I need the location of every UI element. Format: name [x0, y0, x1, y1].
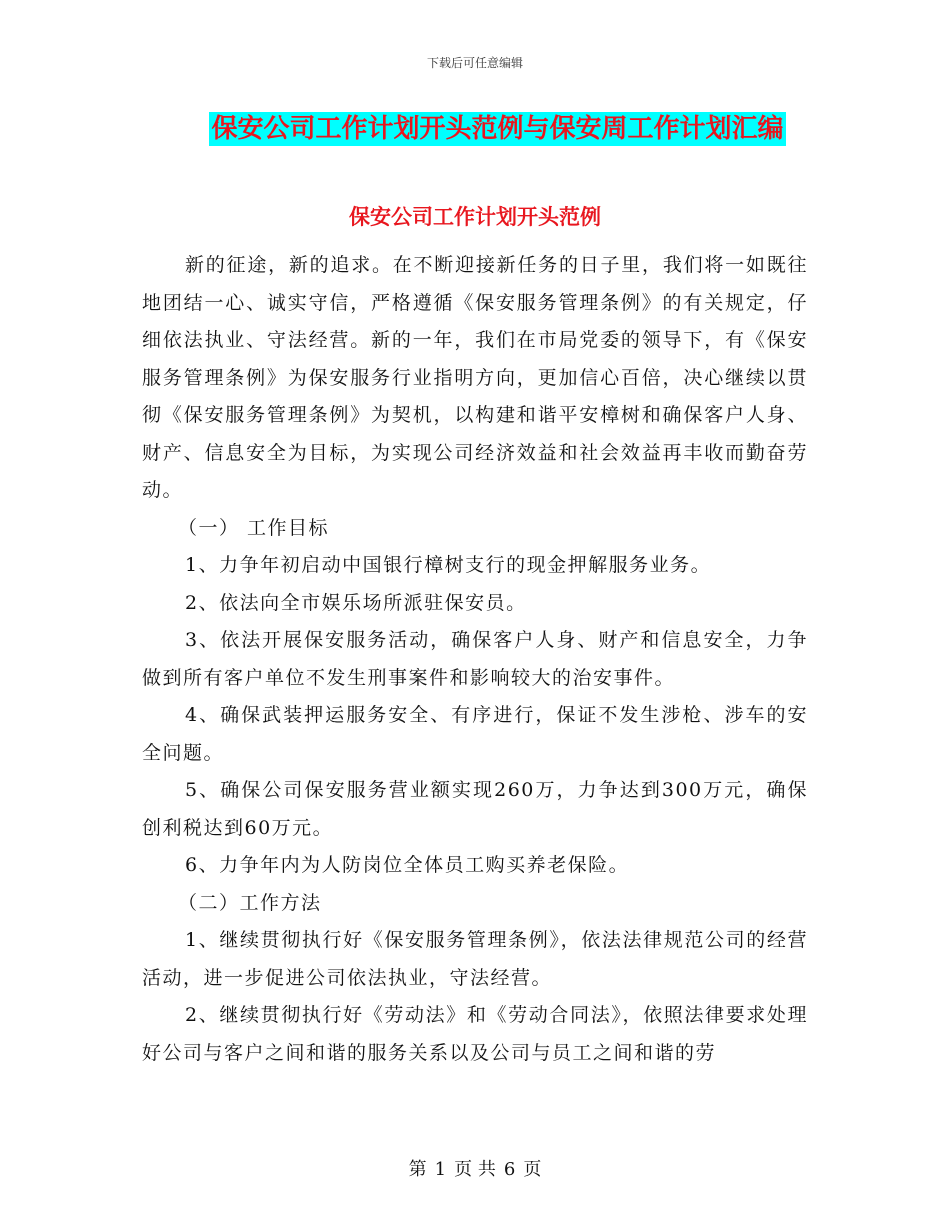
paragraph: 新的征途，新的追求。在不断迎接新任务的日子里，我们将一如既往地团结一心、诚实守信，严格遵循《保安服务管理条例》的有关规定，仔细依法执业、守法经营。新的一年，我们在市局党委的领导下，有《保安服务管理条例》为保安服务行业指明方向，更加信心百倍，决心继续以贯彻《保安服务管理条例》为契机，以构建和谐平安樟树和确保客户人身、财产、信息安全为目标，为实现公司经济效益和社会效益再丰收而勤奋劳动。 [142, 254, 808, 501]
list-item: 1、继续贯彻执行好《保安服务管理条例》，依法法律规范公司的经营活动，进一步促进公司依法执业，守法经营。 [142, 929, 808, 989]
current-page-number: 1 [434, 1159, 447, 1180]
list-item: 1、力争年初启动中国银行樟树支行的现金押解服务业务。 [185, 554, 712, 576]
section-heading-methods: （二）工作方法 [178, 891, 322, 914]
list-item: 6、力争年内为人防岗位全体员工购买养老保险。 [185, 854, 630, 876]
body-text [142, 247, 808, 1072]
list-item: 3、依法开展保安服务活动，确保客户人身、财产和信息安全，力争做到所有客户单位不发生刑事案件和影响较大的治安事件。 [142, 629, 808, 689]
list-item: 2、继续贯彻执行好《劳动法》和《劳动合同法》，依照法律要求处理好公司与客户之间和谐的服务关系以及公司与员工之间和谐的劳 [142, 1004, 808, 1064]
main-title-wrap [0, 112, 950, 146]
section-title: 保安公司工作计划开头范例 [349, 205, 601, 229]
page-footer [0, 1155, 950, 1181]
total-pages-number: 6 [503, 1159, 516, 1180]
header-note: 下载后可任意编辑 [426, 56, 523, 70]
footer-prefix: 第 [408, 1159, 427, 1180]
footer-middle: 页 共 [454, 1159, 496, 1180]
list-item: 5、确保公司保安服务营业额实现260万，力争达到300万元，确保创利税达到60万元。 [142, 779, 808, 839]
list-item: 4、确保武装押运服务安全、有序进行，保证不发生涉枪、涉车的安全问题。 [142, 704, 808, 764]
list-item: 2、依法向全市娱乐场所派驻保安员。 [185, 591, 527, 614]
footer-suffix: 页 [523, 1159, 542, 1180]
section-heading-goals: （一） 工作目标 [178, 516, 330, 539]
document-title: 保安公司工作计划开头范例与保安周工作计划汇编 [211, 114, 784, 144]
